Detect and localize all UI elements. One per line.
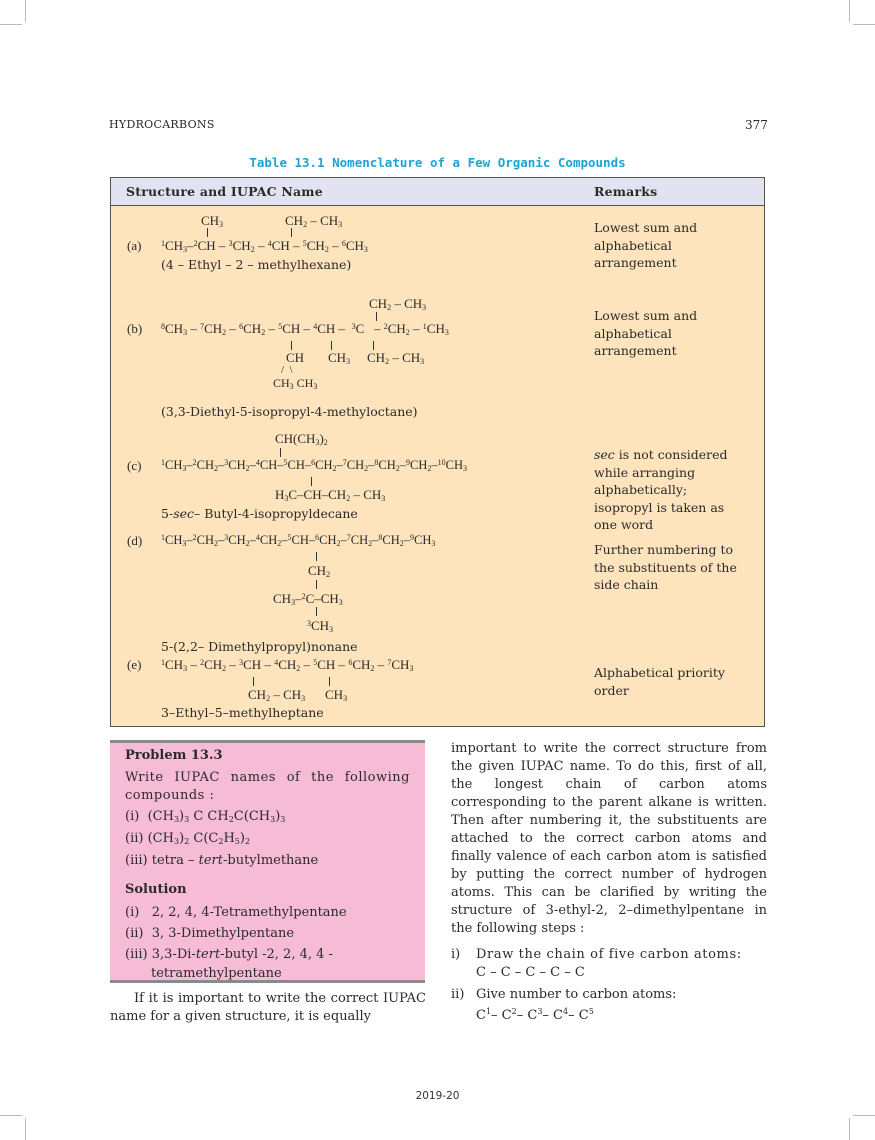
table-header	[111, 178, 764, 206]
problem-item: (ii) $(CH_3)_2$ $C(C_2H_5)_2$	[125, 831, 251, 846]
main-chain: $^1CH_3 - ^2CH_2 - ^3CH - ^4CH_2 - ^5CH - ^6CH_2 - ^7CH_3$	[161, 657, 414, 673]
remark: Alphabetical priority order	[594, 665, 725, 698]
step-formula: $C^1-$ $C^2-$ $C^3-$ $C^4-$ $C^5$	[476, 1007, 594, 1023]
footer-year: 2019-20	[415, 1090, 460, 1102]
main-chain: $^1CH_3-^2CH - ^3CH_2 - ^4CH - ^5CH_2 - ^6CH_3$	[161, 238, 368, 254]
table-caption: Table 13.1 Nomenclature of a Few Organic Compounds	[249, 155, 626, 170]
solution-item: (iii) 3,3-Di-tert-butyl -2, 2, 4, 4 -	[125, 947, 333, 962]
crop-mark	[849, 0, 850, 22]
branch: $CH_2$	[308, 563, 331, 579]
solution-title: Solution	[125, 882, 187, 897]
branch: $CH_3$	[201, 213, 224, 229]
row-label: (a)	[127, 238, 142, 253]
branch: $CH_3$	[325, 687, 348, 703]
row-label: (d)	[127, 533, 143, 548]
step-label: ii)	[451, 987, 465, 1002]
crop-mark	[853, 1115, 875, 1116]
page-number: 377	[745, 118, 768, 132]
problem-title: Problem 13.3	[125, 748, 223, 763]
crop-mark	[0, 1115, 22, 1116]
iupac-name: (3,3-Diethyl-5-isopropyl-4-methyloctane)	[161, 404, 418, 419]
branch: $CH(CH_3)_2$	[275, 431, 328, 447]
crop-mark	[0, 24, 22, 25]
iupac-name: 5-sec– Butyl-4-isopropyldecane	[161, 506, 358, 521]
crop-mark	[853, 24, 875, 25]
crop-mark	[25, 0, 26, 22]
column-header-structure: Structure and IUPAC Name	[126, 184, 323, 199]
problem-question: Write IUPAC names of the following compounds :	[125, 770, 410, 803]
remark: Lowest sum and alphabetical arrangement	[594, 220, 698, 270]
iupac-name: 5-(2,2– Dimethylpropyl)nonane	[161, 639, 358, 654]
branch: $CH_2 - CH_3$	[248, 687, 306, 703]
remark: sec is not considered while arranging alphabetically; isopropyl is taken as one word	[594, 447, 728, 532]
column-header-remarks: Remarks	[594, 184, 658, 199]
branch: $^3CH_3$	[307, 618, 334, 634]
main-chain: $^1CH_3-^2CH_2-^3CH_2-^4CH-^5CH-^6CH_2-^7CH_2-^8CH_2-^9CH_2-^{10}CH_3$	[161, 458, 467, 473]
step-text: Give number to carbon atoms:	[476, 987, 677, 1002]
solution-item: (ii) 3, 3-Dimethylpentane	[125, 926, 295, 941]
main-chain: $^1CH_3-^2CH_2-^3CH_2-^4CH_2-^5CH-^6CH_2-^7CH_2-^8CH_2-^9CH_3$	[161, 533, 436, 548]
remark: Lowest sum and alphabetical arrangement	[594, 308, 698, 358]
iupac-name: 3–Ethyl–5–methylheptane	[161, 705, 324, 720]
problem-item: (i) $(CH_3)_3$ C $CH_2C(CH_3)_3$	[125, 809, 286, 824]
step-formula: C – C – C – C – C	[476, 965, 585, 980]
problem-box	[110, 740, 425, 983]
branch: $CH_2 - CH_3$	[367, 350, 425, 366]
branch: CH	[286, 350, 305, 365]
solution-item: (i) 2, 2, 4, 4-Tetramethylpentane	[125, 905, 347, 920]
row-label: (c)	[127, 458, 142, 473]
crop-mark	[849, 1118, 850, 1140]
branch: $CH_3-^2C-CH_3$	[273, 591, 343, 607]
problem-item: (iii) tetra – tert-butylmethane	[125, 853, 319, 868]
branch: $H_3C-CH-CH_2 - CH_3$	[275, 487, 386, 503]
iupac-name: (4 – Ethyl – 2 – methylhexane)	[161, 257, 352, 272]
row-label: (e)	[127, 657, 142, 672]
step-text: Draw the chain of five carbon atoms:	[476, 947, 742, 962]
crop-mark	[25, 1118, 26, 1140]
branch: $CH_3$ $CH_3$	[273, 376, 318, 391]
branch: $CH_3$	[328, 350, 351, 366]
left-paragraph: If it is important to write the correct IUPAC name for a given structure, it is equally	[110, 991, 426, 1024]
main-chain: $^8CH_3 - ^7CH_2 - ^6CH_2 - ^5CH - ^4CH - ^3C - ^2CH_2 - ^1CH_3$	[161, 321, 449, 337]
nomenclature-table: Structure and IUPAC Name Remarks $CH_3$ $CH_2 - CH_3$ (a) $^1CH_3-^2CH - ^3CH_2 - ^4CH - ^5CH_2 - ^6CH_3$ (4 – Ethyl – 2 – methylhexane) Lowest sum and alphabetical arrangement $CH_2 - CH_3$ (b) $^8CH_3 - ^7CH_2 - ^6CH_2 - ^5CH - ^4CH - ^3C - ^2CH_2 - ^1CH_3$ CH $CH_3$ $CH_2 - CH_3$ / \ $CH_3$ $CH_3$ (3,3-Diethyl-5-isopropyl-4-methyloctane) Lowest sum and alphabetical arrangement $CH(CH_3)_2$ (c) $^1CH_3-^2CH_2-^3CH_2-^4CH-^5CH-^6CH_2-^7CH_2-^8CH_2-^9CH_2-^{10}CH_3$ $H_3C-CH-CH_2 - CH_3$ 5-sec– Butyl-4-isopropyldecane sec is not considered while arranging alphabetically; isopropyl is taken as one word (d) $^1CH_3-^2CH_2-^3CH_2-^4CH_2-^5CH-^6CH_2-^7CH_2-^8CH_2-^9CH_3$ $CH_2$ $CH_3-^2C-CH_3$ $^3CH_3$ 5-(2,2– Dimethylpropyl)nonane Further numbering to the substituents of the side chain (e) $^1CH_3 - ^2CH_2 - ^3CH - ^4CH_2 - ^5CH - ^6CH_2 - ^7CH_3$ $CH_2 - CH_3$ $CH_3$ 3–Ethyl–5–methylheptane Alphabetical priority order	[110, 177, 765, 727]
row-label: (b)	[127, 321, 143, 336]
branch: $CH_2 - CH_3$	[285, 213, 343, 229]
running-head: HYDROCARBONS	[109, 118, 215, 131]
remark: Further numbering to the substituents of the side chain	[594, 542, 737, 592]
solution-item-cont: tetramethylpentane	[151, 966, 282, 981]
right-paragraph: important to write the correct structure from the given IUPAC name. To do this, first of all, the longest chain of carbon atoms corresponding to the parent alkane is written. Then after numbering it, the substituents are attached to the correct carbon atoms and finally valence of each carbon atom is satisfied by putting the correct number of hydrogen atoms. This can be clarified by writing the structure of 3-ethyl-2, 2–dimethylpentane in the following steps :	[451, 741, 767, 936]
step-label: i)	[451, 947, 461, 962]
branch: $CH_2 - CH_3$	[369, 296, 427, 312]
